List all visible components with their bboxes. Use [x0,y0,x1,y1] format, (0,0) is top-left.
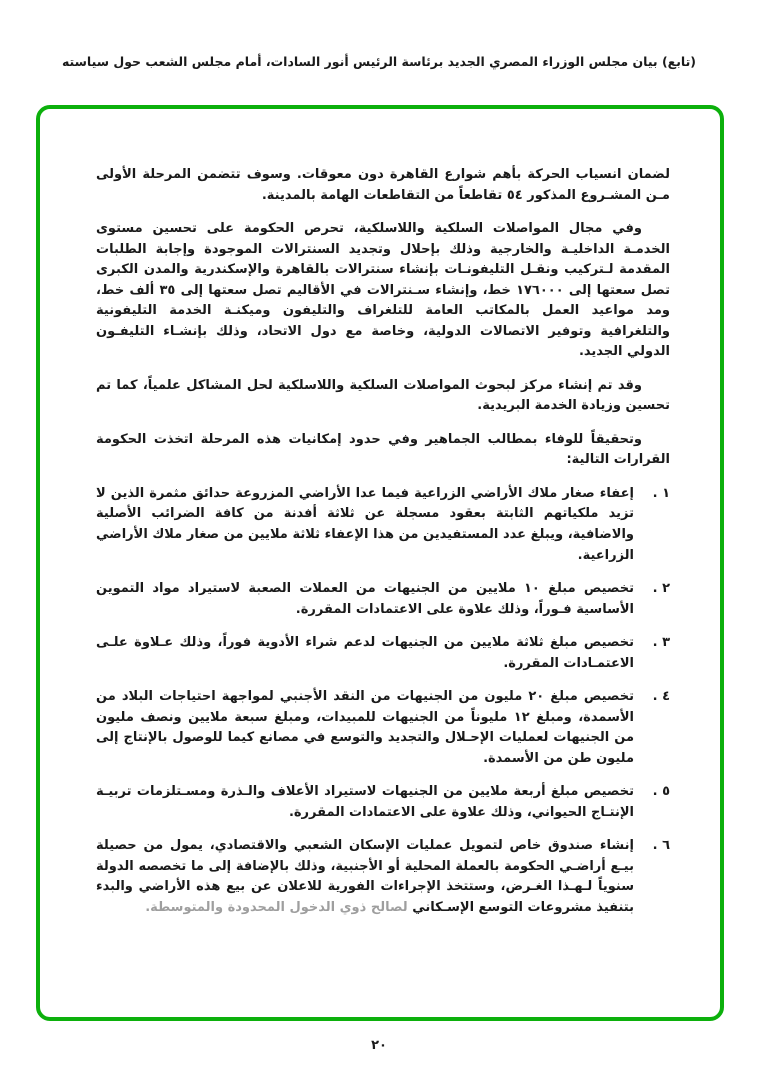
list-item [96,484,670,566]
list-item-number: ١ . [652,485,670,501]
list-item [96,687,670,769]
paragraph-1: لضمان انسياب الحركة بأهم شوارع القاهرة دون معوقات. وسوف تتضمن المرحلة الأولى مـن المشـروع المذكور ٥٤ تقاطعاً من التقاطعات الهامة بالمدينة. [96,167,670,203]
paragraph-4: وتحقيقاً للوفاء بمطالب الجماهير وفي حدود إمكانيات هذه المرحلة اتخذت الحكومة القرارات التالية: [96,431,670,468]
list-item-number: ٣ . [652,635,670,651]
list-item-text-faded: لصالح ذوي الدخول المحدودة والمتوسطة. [145,899,408,915]
list-item-text: تخصيص مبلغ ١٠ ملايين من الجنيهات من العملات الصعبة لاستيراد مواد التموين الأساسية فـوراً، وذلك علاوة على الاعتمادات المقررة. [96,581,634,617]
list-item-number: ٢ . [652,581,670,597]
list-item-text: تخصيص مبلغ أربعة ملايين من الجنيهات لاستيراد الأعلاف والـذرة ومسـتلزمات تربيـة الإنتـاج الحيواني، وذلك علاوة على الاعتمادات المقررة. [96,784,634,820]
list-item [96,633,670,674]
list-item-text-main: إنشاء صندوق خاص لتمويل عمليات الإسكان الشعبي والاقتصادي، يمول من حصيلة بيـع أراضـي الحكومة بالعملة المحلية أو الأجنبية، وذلك بالإضافة إلى ما تخصصه الدولة سنوياً لـهـذا الغـرض، وستتخذ الإجراءات الفورية للاعلان عن بيع هذه الأراضي والبدء بتنفيذ مشروعات التوسع الإسـكاني [96,838,634,915]
paragraph-2: وفي مجال المواصلات السلكية واللاسلكية، تحرص الحكومة على تحسين مستوى الخدمـة الداخليـة والخارجية وذلك بإحلال وتجديد السنترالات الموجودة وإجابة الطلبات المقدمة لـتركيب ونقـل التليفونـات بإنشاء سنترالات بالقاهرة والإسكندرية والمدن الكبرى تصل سعتها إلى ١٧٦٠٠٠ خط، وإنشاء سـنترالات في الأقاليم تصل سعتها إلى ٣٥ ألف خط، ومد مواعيد العمل بالمكاتب العامة للتلغراف والتليفون وميكنـة الخدمة التليفونية والتلغرافية وتوفير الاتصالات الدولية، وخاصة مع دول الاتحاد، وذلك بإنشـاء التليفـون الدولي الجديد. [96,221,670,360]
list-item-number: ٦ . [652,838,670,854]
list-item-number: ٤ . [652,689,670,705]
list-item [96,579,670,620]
list-item-text [96,836,634,918]
list-item-number: ٥ . [652,784,670,800]
list-item-text: تخصيص مبلغ ٢٠ مليون من الجنيهات من النقد الأجنبي لمواجهة احتياجات البلاد من الأسمدة، ومبلغ ١٢ مليوناً من الجنيهات للمبيدات، ومبلغ سبعة ملايين ونصف مليون من الجنيهات لعمليات الإحـلال والتجديد والتوسع في مصانع كيما للوصول بالإنتاج إلى مليون طن من الأسمدة. [96,689,634,766]
page-header: (تابع) بيان مجلس الوزراء المصري الجديد برئاسة الرئيس أنور السادات، أمام مجلس الشعب حول سياسته [61,54,697,69]
document-body [40,109,720,918]
list-item-text: تخصيص مبلغ ثلاثة ملايين من الجنيهات لدعم شراء الأدوية فوراً، وذلك عـلاوة علـى الاعتمـادات المقررة. [96,635,634,671]
numbered-list [96,484,670,919]
list-item [96,836,670,918]
list-item [96,782,670,823]
page-number: ٢٠ [371,1038,387,1053]
list-item-text: إعفاء صغار ملاك الأراضي الزراعية فيما عدا الأراضي المزروعة حدائق مثمرة الذين لا تزيد ملكياتهم الثابتة بعقود مسجلة عن ثلاثة أفدنة من كافة الضرائب الأصلية والاضافية، ويبلغ عدد المستفيدين من هذا الإعفاء ثلاثة ملايين من صغار ملاك الأراضي الزراعية. [96,485,634,563]
green-border-frame [36,105,724,1021]
paragraph-3: وقد تم إنشاء مركز لبحوث المواصلات السلكية واللاسلكية لحل المشاكل علمياً، كما تم تحسين وزيادة الخدمة البريدية. [96,377,670,414]
